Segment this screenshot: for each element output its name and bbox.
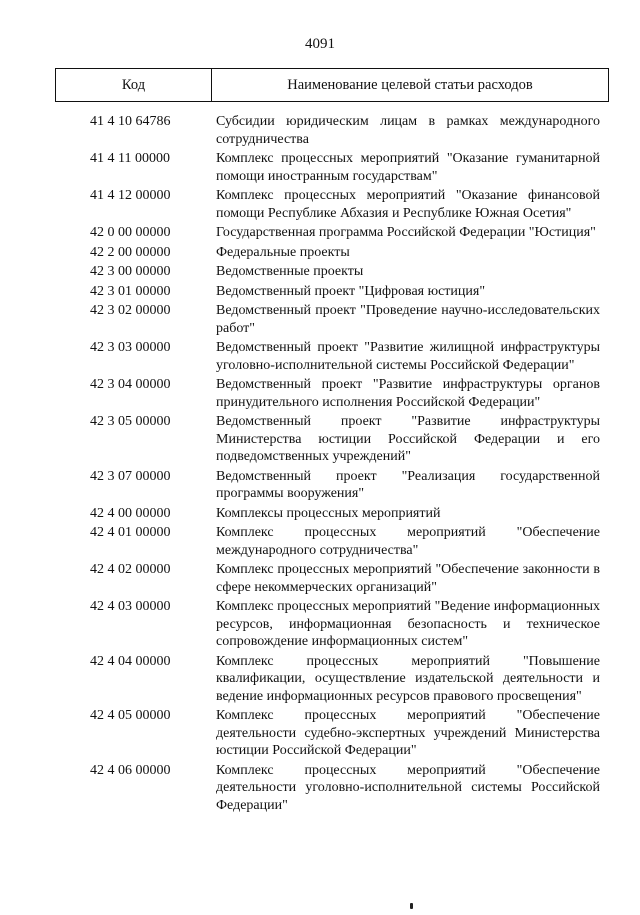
table-row: [0, 598, 640, 651]
row-code: 42 4 03 00000: [90, 599, 171, 614]
row-name: Комплекс процессных мероприятий "Обеспечение деятельности судебно-экспертных учреждений Министерства юстиции Российской Федерации": [216, 708, 600, 758]
row-name: Комплекс процессных мероприятий "Оказание финансовой помощи Республике Абхазия и Республике Южная Осетия": [216, 188, 600, 221]
table-row: [0, 187, 640, 222]
row-name: Комплексы процессных мероприятий: [216, 505, 441, 521]
row-code: 42 3 07 00000: [90, 468, 171, 484]
table-row: [0, 263, 640, 281]
table-row: [0, 762, 640, 815]
row-name: Ведомственный проект "Проведение научно-исследовательских работ": [216, 303, 600, 336]
row-code: 42 3 01 00000: [90, 283, 171, 299]
row-code: 42 3 04 00000: [90, 377, 171, 392]
row-code: 42 3 03 00000: [90, 340, 171, 355]
row-name: Комплекс процессных мероприятий "Ведение информационных ресурсов, информационная безопасность и техническое сопровождение информационных систем": [216, 599, 600, 649]
table-row: [0, 302, 640, 337]
scan-speck: [410, 903, 413, 909]
row-code: 41 4 11 00000: [90, 151, 170, 166]
row-name: Ведомственные проекты: [216, 264, 364, 279]
row-name: Ведомственный проект "Цифровая юстиция": [216, 283, 486, 299]
row-code: 42 2 00 00000: [90, 244, 171, 260]
row-name: Государственная программа Российской Федерации "Юстиция": [216, 225, 596, 240]
table-row: [0, 150, 640, 185]
row-name: Субсидии юридическим лицам в рамках международного сотрудничества: [216, 114, 600, 147]
table-row: [0, 653, 640, 706]
table-row: [0, 339, 640, 374]
row-name: Ведомственный проект "Развитие инфраструктуры Министерства юстиции Российской Федерации и его подведомственных учреждений": [216, 414, 600, 464]
row-name: Комплекс процессных мероприятий "Оказание гуманитарной помощи иностранным государствам": [216, 151, 600, 184]
table-row: [0, 224, 640, 242]
table-row: [0, 413, 640, 466]
row-code: 42 4 05 00000: [90, 708, 171, 723]
row-code: 42 3 02 00000: [90, 303, 171, 318]
table-row: [0, 113, 640, 148]
header-code: Код: [56, 69, 212, 101]
row-code: 42 4 06 00000: [90, 762, 171, 778]
page-number: 4091: [305, 36, 335, 52]
row-code: 42 3 00 00000: [90, 264, 171, 279]
table-row: [0, 283, 640, 301]
row-name: Ведомственный проект "Развитие инфраструктуры органов принудительного исполнения Российской Федерации": [216, 377, 600, 410]
row-code: 42 4 02 00000: [90, 562, 171, 577]
table-row: [0, 524, 640, 559]
row-code: 41 4 12 00000: [90, 188, 171, 203]
header-name: Наименование целевой статьи расходов: [287, 76, 533, 93]
row-name: Комплекс процессных мероприятий "Обеспечение законности в сфере некоммерческих организаций": [216, 562, 600, 595]
row-code: 42 4 01 00000: [90, 525, 171, 540]
table-row: [0, 376, 640, 411]
row-code: 42 0 00 00000: [90, 225, 171, 240]
table-row: [0, 561, 640, 596]
row-name: Ведомственный проект "Реализация государственной программы вооружения": [216, 468, 600, 501]
row-name: Комплекс процессных мероприятий "Повышение квалификации, осуществление издательской деятельности и ведение информационных ресурсов правового просвещения": [216, 653, 600, 704]
row-code: 42 4 04 00000: [90, 653, 171, 669]
table-row: [0, 707, 640, 760]
table-row: [0, 505, 640, 523]
row-name: Комплекс процессных мероприятий "Обеспечение деятельности уголовно-исполнительной системы Российской Федерации": [216, 762, 600, 813]
table-row: [0, 468, 640, 503]
table-header: [55, 68, 609, 102]
row-name: Ведомственный проект "Развитие жилищной инфраструктуры уголовно-исполнительной системы Российской Федерации": [216, 340, 600, 373]
row-code: 42 3 05 00000: [90, 414, 171, 429]
table-row: [0, 244, 640, 262]
table-body: [0, 113, 640, 816]
row-code: 41 4 10 64786: [90, 114, 171, 129]
row-name: Комплекс процессных мероприятий "Обеспечение международного сотрудничества": [216, 525, 600, 558]
row-code: 42 4 00 00000: [90, 505, 171, 521]
row-name: Федеральные проекты: [216, 244, 350, 260]
